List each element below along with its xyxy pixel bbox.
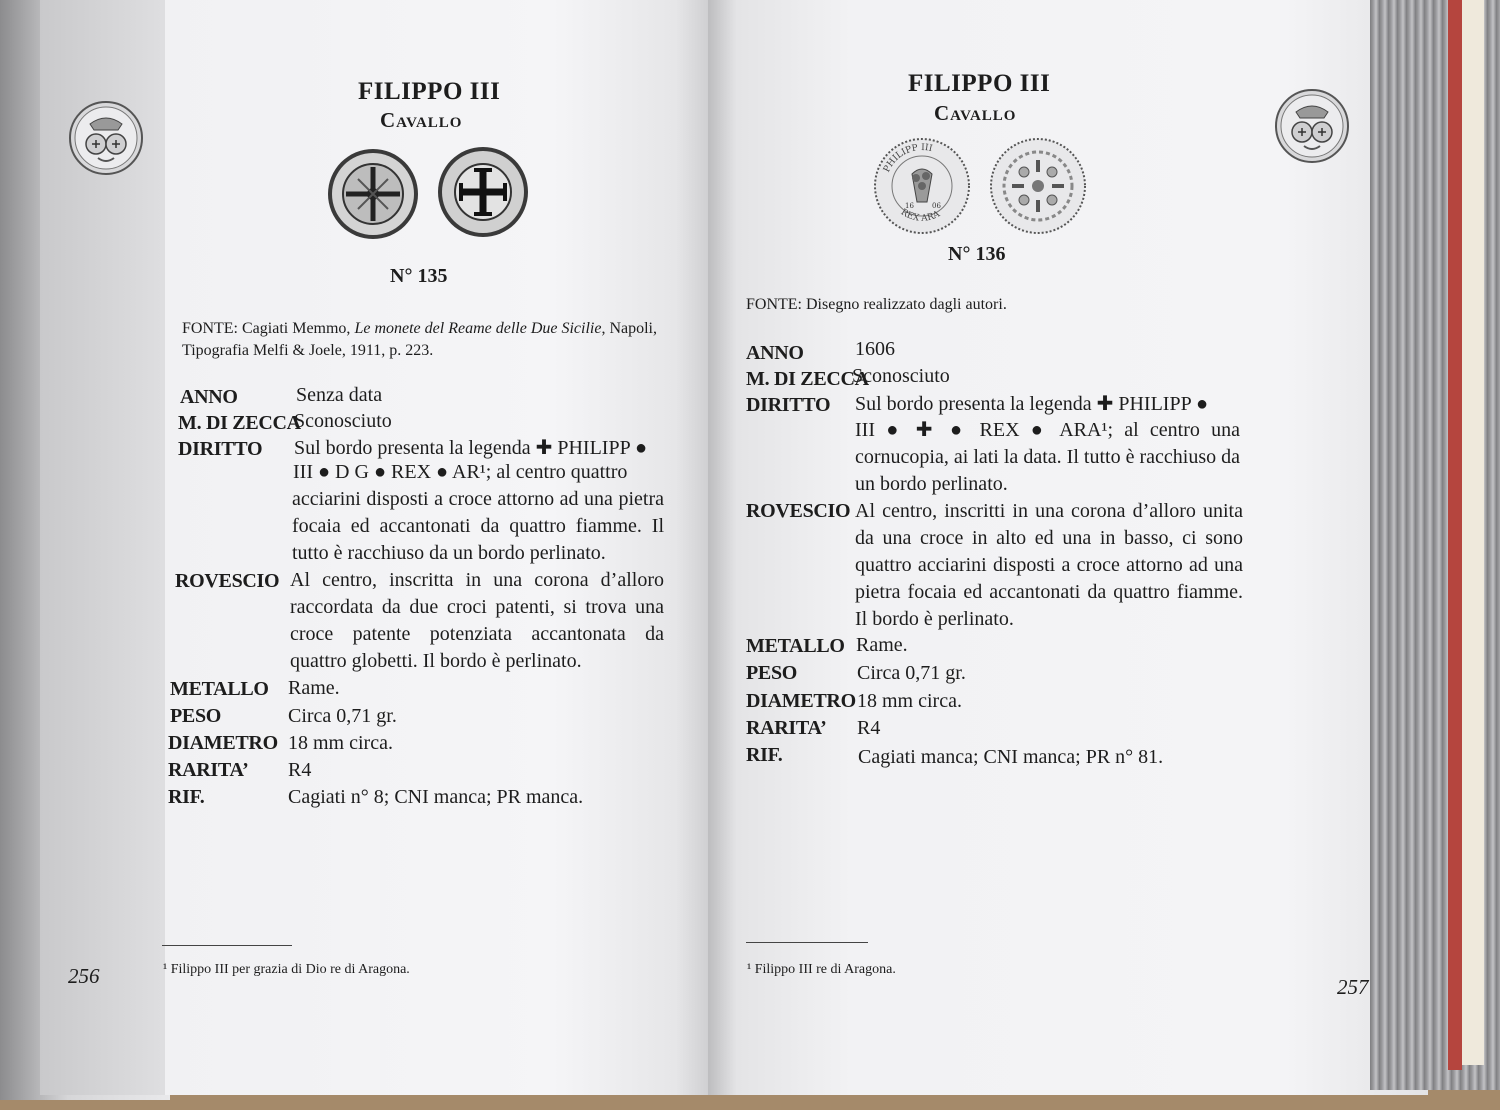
- coin-reverse-image: [988, 136, 1088, 236]
- crest-emblem-icon: [68, 100, 144, 176]
- footnote: ¹ Filippo III per grazia di Dio re di Aragona.: [163, 962, 410, 977]
- coin-obverse-image: [872, 136, 972, 236]
- footnote-rule: [162, 945, 292, 946]
- zecca-value: Sconosciuto: [852, 365, 950, 387]
- rovescio-label: ROVESCIO: [175, 570, 280, 592]
- rif-label: RIF.: [746, 744, 783, 766]
- diritto-label: DIRITTO: [746, 394, 831, 416]
- coin-reverse-image: [436, 145, 530, 239]
- rovescio-label: ROVESCIO: [746, 500, 851, 522]
- page-subtitle: Cavallo: [380, 108, 463, 132]
- rif-label: RIF.: [168, 786, 205, 808]
- peso-label: PESO: [170, 705, 222, 727]
- page-title: FILIPPO III: [908, 70, 1051, 97]
- diritto-text: III ● ✚ ● REX ● ARA¹; al centro una cornucopia, ai lati la data. Il tutto è racchiuso da un bordo perlinato.: [855, 419, 1240, 495]
- diametro-value: 18 mm circa.: [288, 732, 393, 754]
- fonte-line-1: [182, 320, 657, 338]
- rovescio-text: Al centro, inscritti in una corona d’alloro unita da una croce in alto ed una in basso, ci sono quattro acciarini disposti a croce attorno ad una pietra focaia ed accantonati da quattro fiamme. Il bordo è perlinato.: [855, 500, 1243, 630]
- diritto-line-1: Sul bordo presenta la legenda ✚ PHILIPP ●: [294, 437, 648, 459]
- fonte-author: Cagiati Memmo,: [242, 320, 351, 337]
- anno-label: ANNO: [180, 386, 238, 408]
- anno-value: Senza data: [296, 384, 383, 406]
- diritto-line-1: Sul bordo presenta la legenda ✚ PHILIPP ●: [855, 393, 1209, 415]
- peso-value: Circa 0,71 gr.: [288, 705, 397, 727]
- coin-date-left: 16: [905, 202, 914, 210]
- page-title: FILIPPO III: [358, 78, 501, 105]
- crest-emblem-icon: [1274, 88, 1350, 164]
- zecca-label: M. DI ZECCA: [178, 412, 301, 434]
- diritto-label: DIRITTO: [178, 438, 263, 460]
- diametro-value: 18 mm circa.: [857, 690, 962, 712]
- coin-number: N° 135: [390, 265, 448, 287]
- page-number: 257: [1337, 975, 1369, 999]
- peso-label: PESO: [746, 662, 798, 684]
- rarita-value: R4: [857, 717, 881, 739]
- cream-page-edge: [1462, 0, 1484, 1065]
- coin-legend-bottom: REX ARA: [898, 207, 942, 224]
- anno-label: ANNO: [746, 342, 804, 364]
- fonte-label: FONTE:: [182, 320, 238, 337]
- metallo-value: Rame.: [856, 634, 908, 656]
- rovescio-text: Al centro, inscritta in una corona d’alloro raccordata da due croci patenti, si trova una croce patente potenziata accantonata da quattro globetti. Il bordo è perlinato.: [290, 569, 664, 672]
- rarita-label: RARITA’: [746, 717, 827, 739]
- coin-number: N° 136: [948, 243, 1006, 265]
- metallo-label: METALLO: [170, 678, 269, 700]
- zecca-label: M. DI ZECCA: [746, 368, 869, 390]
- anno-value: 1606: [855, 338, 895, 360]
- metallo-value: Rame.: [288, 677, 340, 699]
- diametro-label: DIAMETRO: [746, 690, 856, 712]
- fonte-rest: , Napoli,: [601, 320, 657, 337]
- page-number: 256: [68, 964, 100, 988]
- diritto-line-2: III ● D G ● REX ● AR¹; al centro quattro: [293, 461, 628, 483]
- coin-obverse-image: [326, 147, 420, 241]
- footnote-rule: [746, 942, 868, 943]
- footnote: ¹ Filippo III re di Aragona.: [747, 962, 896, 977]
- coin-date-right: 06: [932, 202, 941, 210]
- rarita-label: RARITA’: [168, 759, 249, 781]
- rif-value: Cagiati n° 8; CNI manca; PR manca.: [288, 786, 584, 808]
- page-subtitle: Cavallo: [934, 101, 1017, 125]
- peso-value: Circa 0,71 gr.: [857, 662, 966, 684]
- zecca-value: Sconosciuto: [294, 410, 392, 432]
- metallo-label: METALLO: [746, 635, 845, 657]
- rif-value: Cagiati manca; CNI manca; PR n° 81.: [858, 746, 1164, 768]
- red-page-edge: [1448, 0, 1462, 1070]
- diritto-text: acciarini disposti a croce attorno ad una pietra focaia ed accantonati da quattro fiamme. Il tutto è racchiuso da un bordo perlinato.: [292, 488, 664, 564]
- rarita-value: R4: [288, 759, 312, 781]
- fonte: FONTE: Disegno realizzato dagli autori.: [746, 296, 1007, 313]
- fonte-work: Le monete del Reame delle Due Sicilie: [354, 320, 602, 337]
- diametro-label: DIAMETRO: [168, 732, 278, 754]
- coin-legend-top: PHILIPP III: [882, 142, 934, 175]
- fonte-line-2: Tipografia Melfi & Joele, 1911, p. 223.: [182, 342, 434, 359]
